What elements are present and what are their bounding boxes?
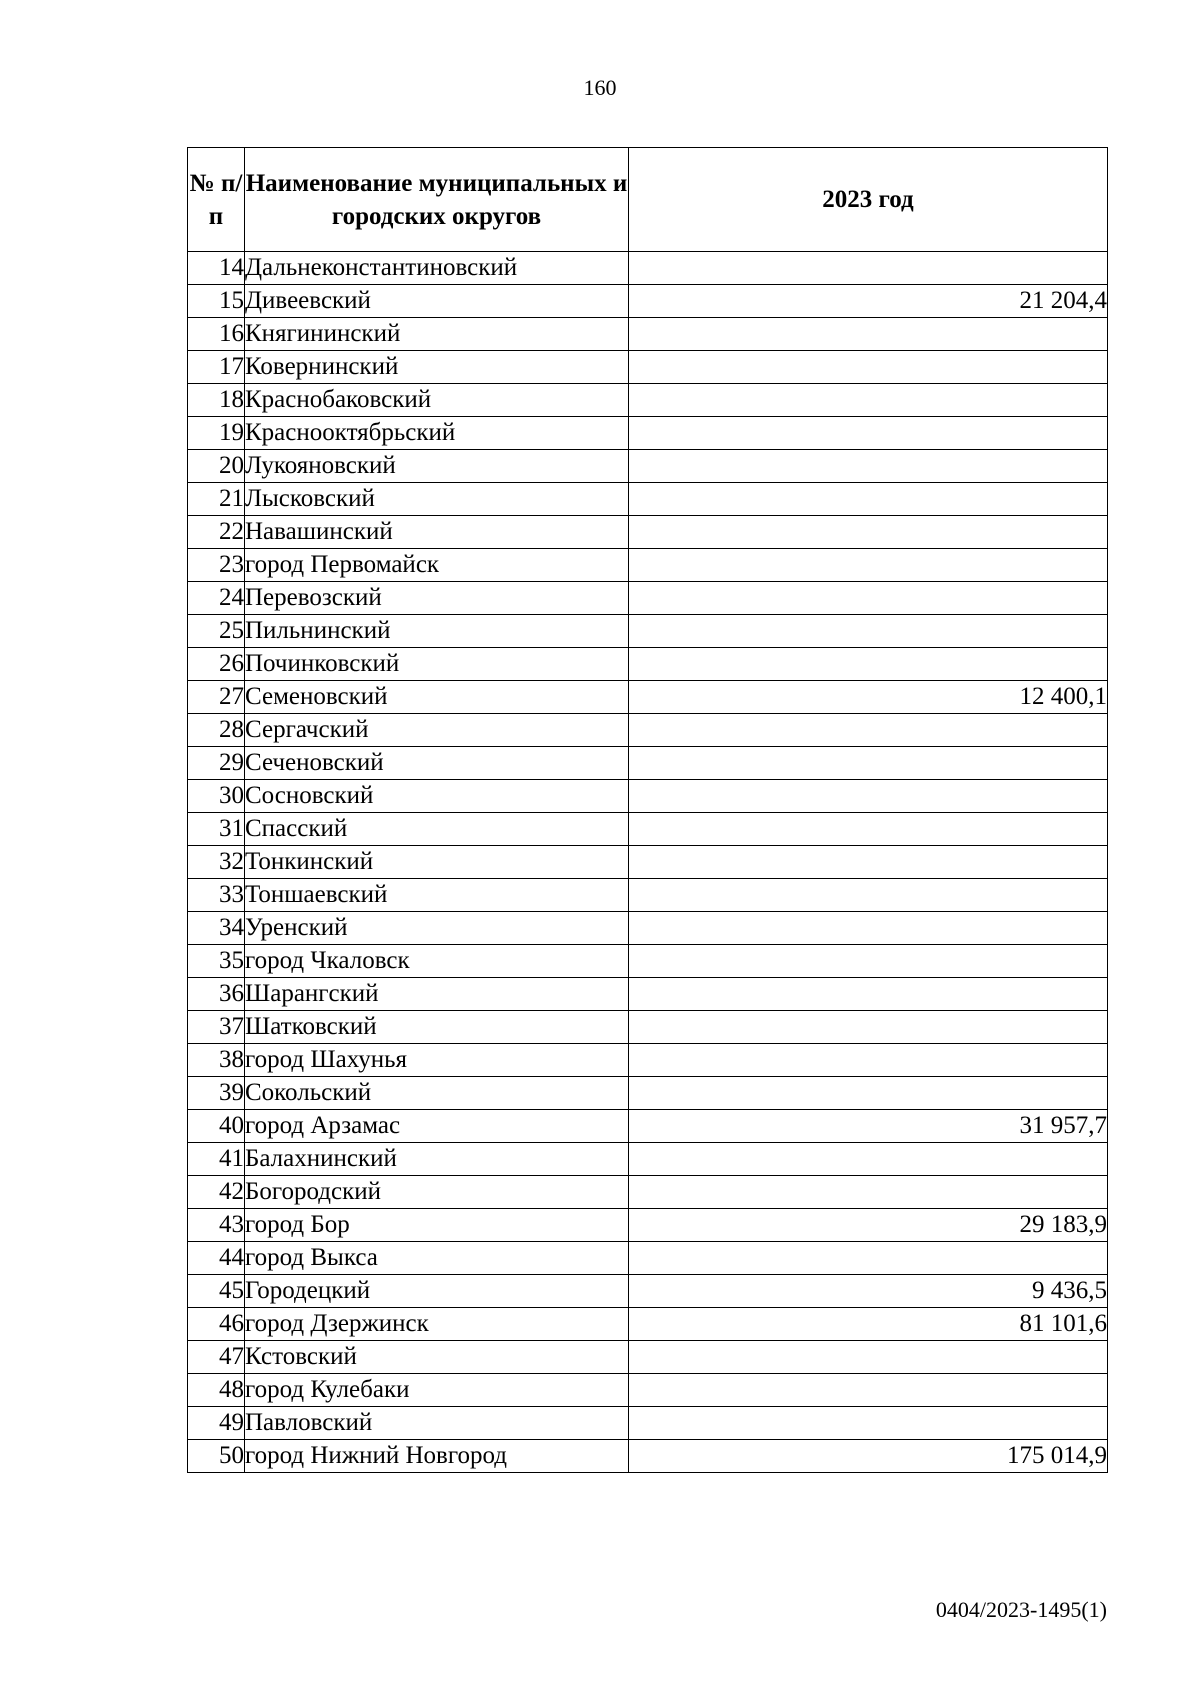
row-name: Уренский	[245, 912, 629, 945]
row-value: 81 101,6	[629, 1308, 1108, 1341]
row-name: Дивеевский	[245, 285, 629, 318]
row-number: 42	[188, 1176, 245, 1209]
table-row	[188, 582, 1108, 615]
table-row	[188, 615, 1108, 648]
table-row	[188, 1308, 1108, 1341]
row-value: 29 183,9	[629, 1209, 1108, 1242]
row-name: город Дзержинск	[245, 1308, 629, 1341]
row-name: Кстовский	[245, 1341, 629, 1374]
table-row	[188, 1044, 1108, 1077]
table-row	[188, 1341, 1108, 1374]
row-value	[629, 1374, 1108, 1407]
row-value	[629, 912, 1108, 945]
row-name: Семеновский	[245, 681, 629, 714]
row-name: Тонкинский	[245, 846, 629, 879]
table-row	[188, 1176, 1108, 1209]
row-name: Шарангский	[245, 978, 629, 1011]
row-value	[629, 846, 1108, 879]
row-value	[629, 615, 1108, 648]
table-row	[188, 846, 1108, 879]
row-number: 31	[188, 813, 245, 846]
row-name: Краснобаковский	[245, 384, 629, 417]
row-value	[629, 1176, 1108, 1209]
row-number: 50	[188, 1440, 245, 1473]
table-row	[188, 1242, 1108, 1275]
row-name: Дальнеконстантиновский	[245, 252, 629, 285]
row-value	[629, 483, 1108, 516]
table-row	[188, 714, 1108, 747]
row-number: 21	[188, 483, 245, 516]
row-value: 9 436,5	[629, 1275, 1108, 1308]
row-number: 48	[188, 1374, 245, 1407]
table-row	[188, 681, 1108, 714]
row-name: город Кулебаки	[245, 1374, 629, 1407]
row-value	[629, 450, 1108, 483]
table-row	[188, 1407, 1108, 1440]
table-row	[188, 747, 1108, 780]
row-name: Тоншаевский	[245, 879, 629, 912]
row-number: 39	[188, 1077, 245, 1110]
table-row	[188, 1209, 1108, 1242]
row-number: 46	[188, 1308, 245, 1341]
table-row	[188, 384, 1108, 417]
row-value	[629, 351, 1108, 384]
row-value	[629, 1077, 1108, 1110]
header-year: 2023 год	[629, 148, 1108, 252]
row-value	[629, 945, 1108, 978]
table-row	[188, 648, 1108, 681]
row-value	[629, 549, 1108, 582]
row-name: город Первомайск	[245, 549, 629, 582]
row-number: 44	[188, 1242, 245, 1275]
table-row	[188, 450, 1108, 483]
table-row	[188, 417, 1108, 450]
table-row	[188, 516, 1108, 549]
table-row	[188, 912, 1108, 945]
table-row	[188, 945, 1108, 978]
document-code: 0404/2023-1495(1)	[935, 1597, 1107, 1622]
row-name: Лысковский	[245, 483, 629, 516]
table-row	[188, 780, 1108, 813]
row-value: 12 400,1	[629, 681, 1108, 714]
row-number: 22	[188, 516, 245, 549]
row-number: 33	[188, 879, 245, 912]
row-value	[629, 714, 1108, 747]
table-row	[188, 549, 1108, 582]
row-value	[629, 318, 1108, 351]
table-row	[188, 813, 1108, 846]
row-name: Починковский	[245, 648, 629, 681]
row-name: Княгининский	[245, 318, 629, 351]
allocation-table	[187, 147, 1108, 1473]
table-row	[188, 1077, 1108, 1110]
row-name: Ковернинский	[245, 351, 629, 384]
header-name: Наименование муниципальных и городских округов	[245, 148, 629, 252]
row-number: 35	[188, 945, 245, 978]
row-value	[629, 1011, 1108, 1044]
table-row	[188, 1440, 1108, 1473]
row-value	[629, 1407, 1108, 1440]
table-row	[188, 978, 1108, 1011]
row-value	[629, 582, 1108, 615]
row-number: 25	[188, 615, 245, 648]
row-name: город Выкса	[245, 1242, 629, 1275]
table-header-row	[188, 148, 1108, 252]
row-number: 30	[188, 780, 245, 813]
row-name: Шатковский	[245, 1011, 629, 1044]
row-number: 43	[188, 1209, 245, 1242]
row-name: Сокольский	[245, 1077, 629, 1110]
row-name: Сосновский	[245, 780, 629, 813]
row-number: 19	[188, 417, 245, 450]
table-row	[188, 285, 1108, 318]
row-number: 37	[188, 1011, 245, 1044]
row-number: 20	[188, 450, 245, 483]
row-value	[629, 747, 1108, 780]
table-row	[188, 879, 1108, 912]
row-number: 41	[188, 1143, 245, 1176]
row-name: Перевозский	[245, 582, 629, 615]
row-name: Лукояновский	[245, 450, 629, 483]
row-name: город Бор	[245, 1209, 629, 1242]
row-number: 18	[188, 384, 245, 417]
row-value	[629, 417, 1108, 450]
row-number: 23	[188, 549, 245, 582]
row-name: Павловский	[245, 1407, 629, 1440]
row-number: 15	[188, 285, 245, 318]
row-number: 36	[188, 978, 245, 1011]
table-row	[188, 1110, 1108, 1143]
row-value	[629, 978, 1108, 1011]
row-number: 17	[188, 351, 245, 384]
row-value	[629, 1044, 1108, 1077]
table-row	[188, 1143, 1108, 1176]
table-row	[188, 252, 1108, 285]
row-value	[629, 1242, 1108, 1275]
row-value	[629, 879, 1108, 912]
row-name: Сеченовский	[245, 747, 629, 780]
row-name: город Арзамас	[245, 1110, 629, 1143]
row-name: город Нижний Новгород	[245, 1440, 629, 1473]
row-number: 16	[188, 318, 245, 351]
row-number: 38	[188, 1044, 245, 1077]
row-name: Балахнинский	[245, 1143, 629, 1176]
row-value: 31 957,7	[629, 1110, 1108, 1143]
table-body	[188, 252, 1108, 1473]
row-number: 34	[188, 912, 245, 945]
header-number: № п/п	[188, 148, 245, 252]
row-number: 40	[188, 1110, 245, 1143]
row-value	[629, 1143, 1108, 1176]
table-row	[188, 483, 1108, 516]
table-row	[188, 351, 1108, 384]
row-number: 26	[188, 648, 245, 681]
row-name: город Шахунья	[245, 1044, 629, 1077]
table-row	[188, 318, 1108, 351]
row-value: 175 014,9	[629, 1440, 1108, 1473]
table-row	[188, 1275, 1108, 1308]
row-number: 45	[188, 1275, 245, 1308]
row-value	[629, 1341, 1108, 1374]
row-number: 27	[188, 681, 245, 714]
row-number: 24	[188, 582, 245, 615]
row-value: 21 204,4	[629, 285, 1108, 318]
row-name: Спасский	[245, 813, 629, 846]
row-value	[629, 648, 1108, 681]
row-number: 49	[188, 1407, 245, 1440]
row-name: Пильнинский	[245, 615, 629, 648]
row-name: Сергачский	[245, 714, 629, 747]
row-value	[629, 516, 1108, 549]
row-number: 14	[188, 252, 245, 285]
row-value	[629, 384, 1108, 417]
row-name: Городецкий	[245, 1275, 629, 1308]
row-number: 32	[188, 846, 245, 879]
row-name: Краснооктябрьский	[245, 417, 629, 450]
row-value	[629, 813, 1108, 846]
row-value	[629, 780, 1108, 813]
row-name: город Чкаловск	[245, 945, 629, 978]
row-name: Богородский	[245, 1176, 629, 1209]
row-value	[629, 252, 1108, 285]
row-name: Навашинский	[245, 516, 629, 549]
row-number: 29	[188, 747, 245, 780]
table-row	[188, 1011, 1108, 1044]
row-number: 28	[188, 714, 245, 747]
page-number: 160	[583, 75, 617, 100]
table-row	[188, 1374, 1108, 1407]
row-number: 47	[188, 1341, 245, 1374]
